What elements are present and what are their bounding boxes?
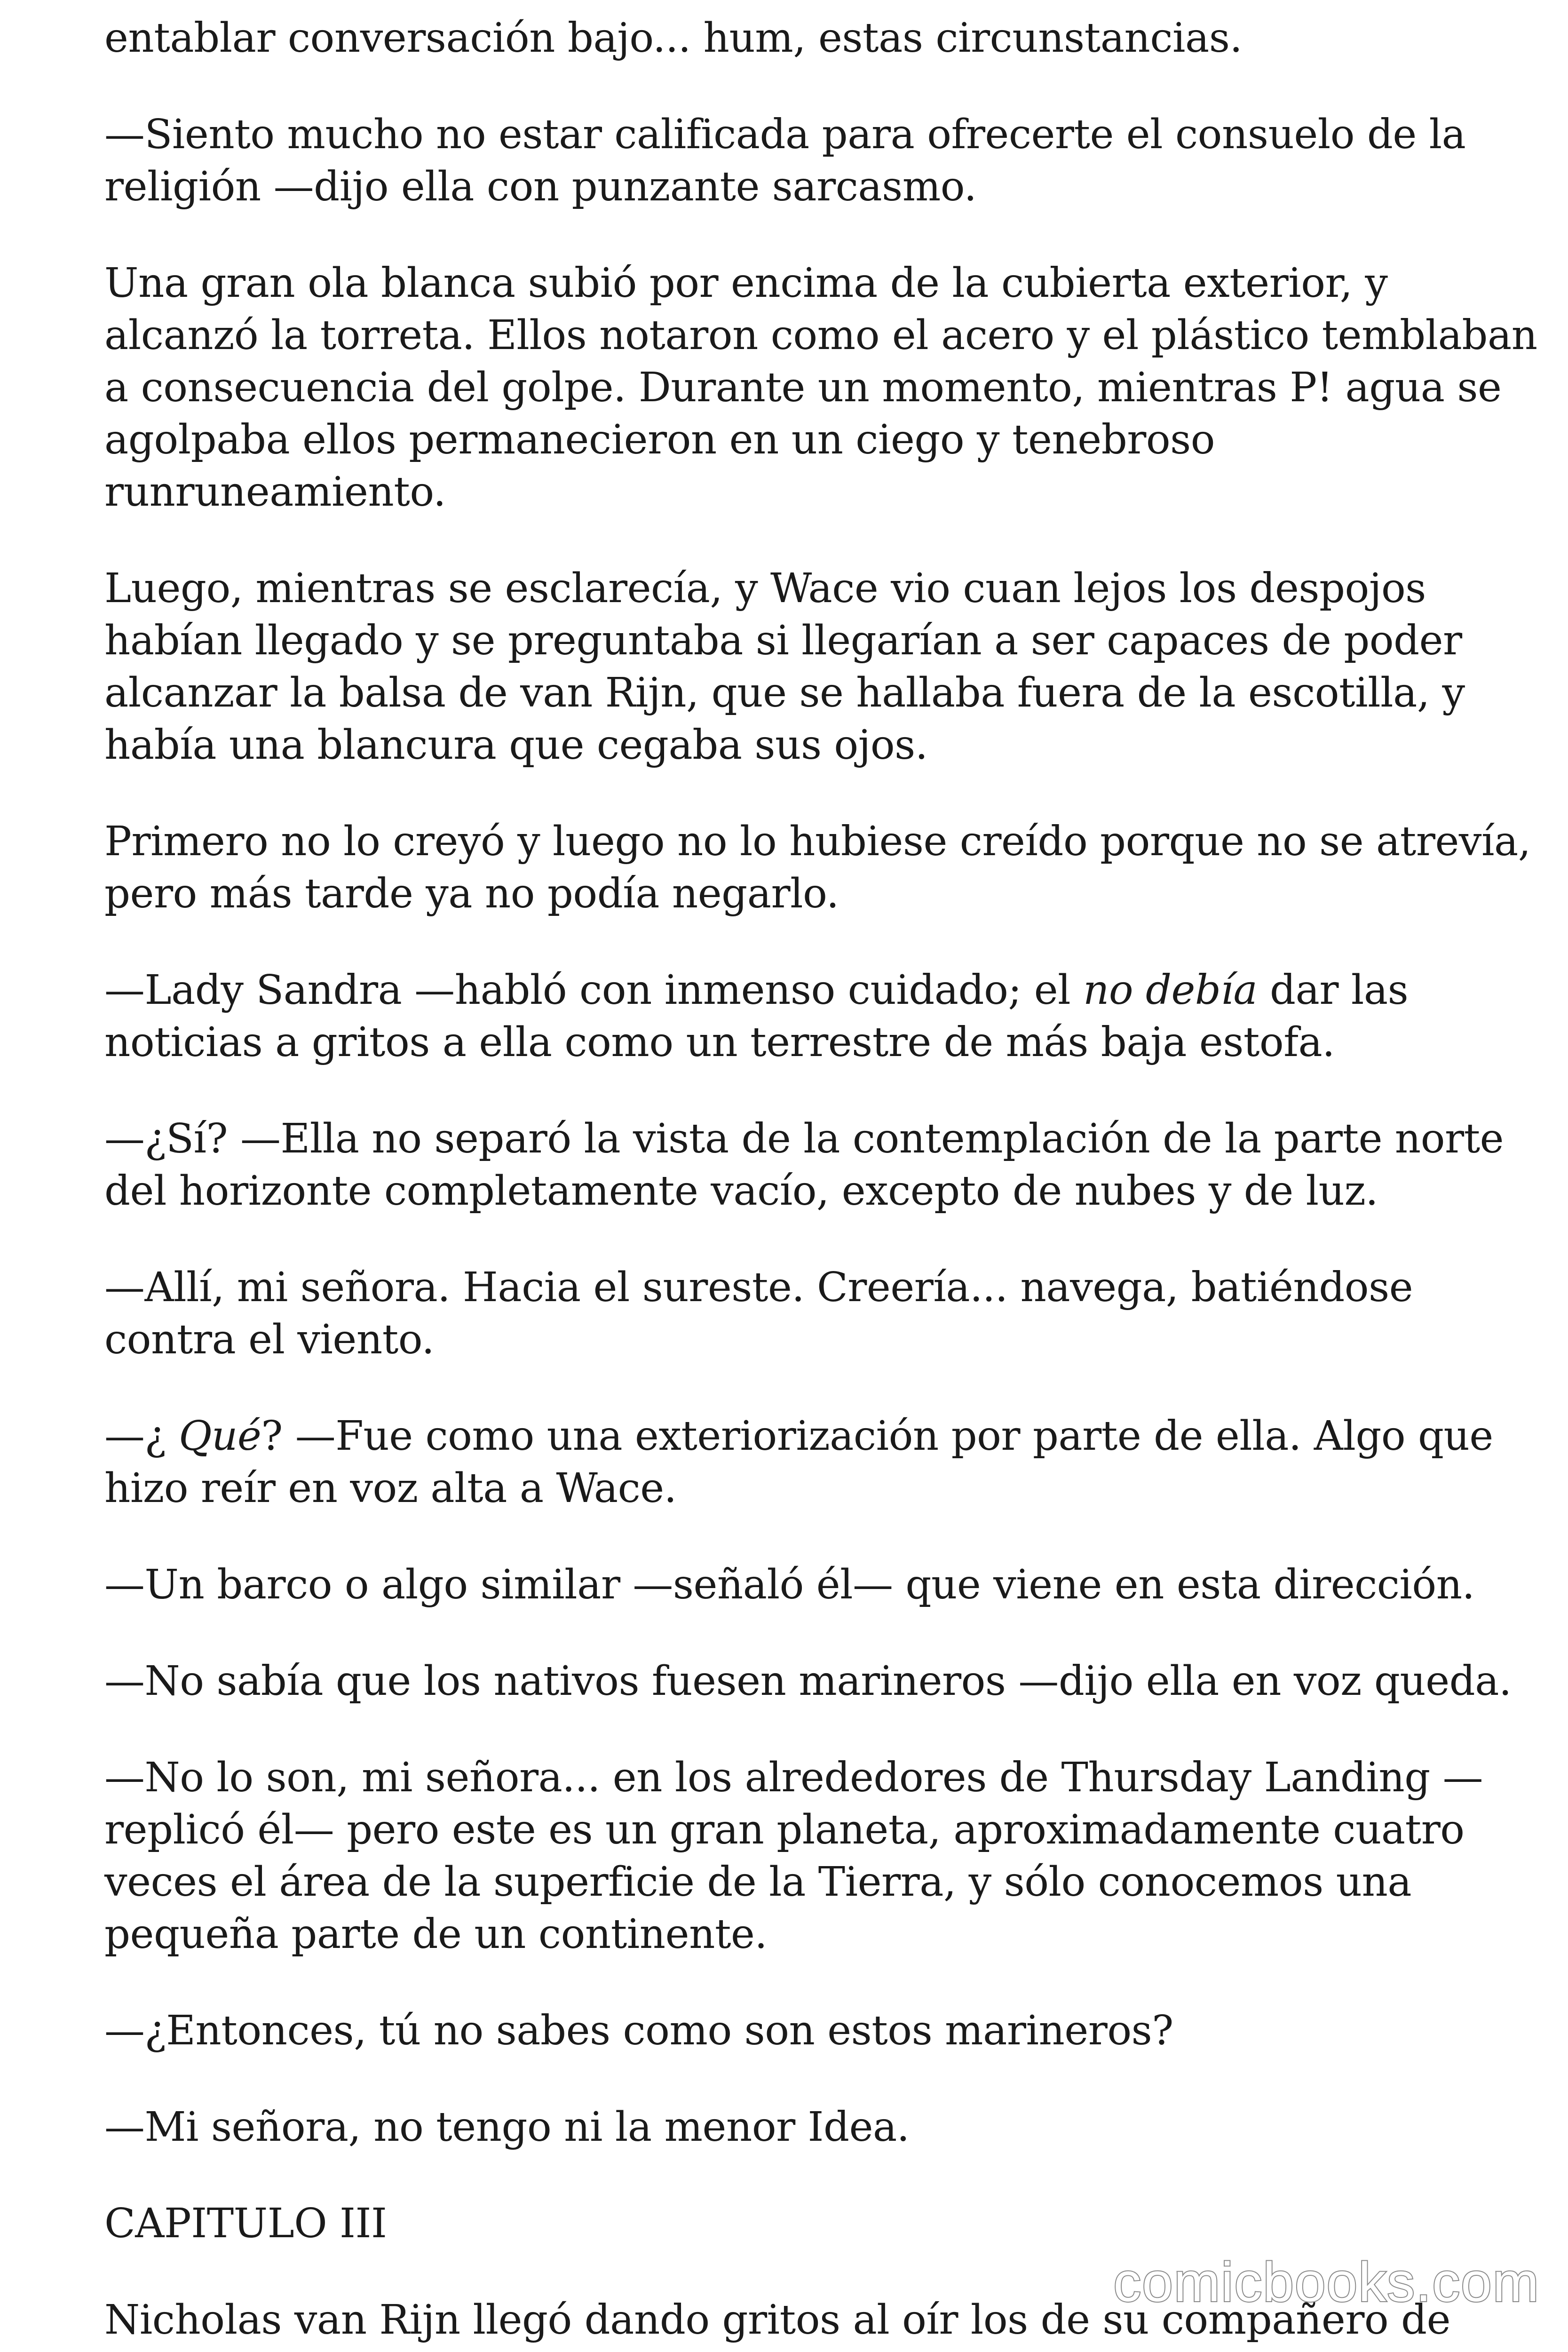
paragraph — [104, 257, 1537, 518]
text-line: —¿Sí? —Ella no separó la vista de la contemplación de la parte norte — [104, 1115, 1504, 1162]
paragraph — [104, 964, 1468, 1069]
text-line: veces el área de la superficie de la Tierra, y sólo conocemos una — [104, 1859, 1412, 1906]
paragraph — [104, 2005, 1468, 2057]
text-line: CAPITULO III — [104, 2200, 387, 2247]
text-run: ? —Fue como una exteriorización por parte de ella. Algo que — [261, 1413, 1493, 1460]
text-line: —No sabía que los nativos fuesen marineros —dijo ella en voz queda. — [104, 1658, 1512, 1705]
text-line: —Un barco o algo similar —señaló él— que viene en esta dirección. — [104, 1561, 1475, 1608]
text-line: Una gran ola blanca subió por encima de la cubierta exterior, y — [104, 260, 1388, 307]
text-run: —¿ — [104, 1413, 179, 1460]
text-line: había una blancura que cegaba sus ojos. — [104, 722, 928, 769]
paragraph — [104, 12, 1468, 64]
text-line: —Siento mucho no estar calificada para ofrecerte el consuelo de la — [104, 111, 1466, 158]
text-line: habían llegado y se preguntaba si llegarían a ser capaces de poder — [104, 617, 1462, 664]
italic-text: Qué — [178, 1413, 261, 1460]
text-line: runruneamiento. — [104, 469, 446, 516]
paragraph — [104, 563, 1468, 771]
text-line: —Allí, mi señora. Hacia el sureste. Creería... navega, batiéndose — [104, 1264, 1413, 1311]
text-line: agolpaba ellos permanecieron en un ciego y tenebroso — [104, 416, 1215, 463]
text-line: —Mi señora, no tengo ni la menor Idea. — [104, 2104, 910, 2151]
paragraph — [104, 2101, 1468, 2153]
text-line: Primero no lo creyó y luego no lo hubiese creído porque no se atrevía, — [104, 818, 1531, 865]
text-line: —¿Entonces, tú no sabes como son estos marineros? — [104, 2007, 1173, 2054]
text-line — [104, 964, 1468, 1017]
text-line: contra el viento. — [104, 1316, 435, 1363]
text-run: —Lady Sandra —habló con inmenso cuidado; el — [104, 967, 1083, 1014]
text-line: pequeña parte de un continente. — [104, 1911, 768, 1958]
paragraph — [104, 1410, 1493, 1515]
paragraph — [104, 1752, 1483, 1961]
text-line: religión —dijo ella con punzante sarcasmo. — [104, 163, 977, 210]
paragraph — [104, 109, 1468, 213]
document-body — [104, 12, 1537, 2346]
paragraph — [104, 1113, 1504, 1217]
text-line: pero más tarde ya no podía negarlo. — [104, 870, 839, 917]
text-line: alcanzó la torreta. Ellos notaron como el acero y el plástico temblaban — [104, 312, 1537, 359]
text-line: Nicholas van Rijn llegó dando gritos al oír los de su compañero de — [104, 2296, 1450, 2344]
text-line — [104, 1410, 1493, 1462]
paragraph — [104, 1262, 1468, 1366]
text-line: Luego, mientras se esclarecía, y Wace vio cuan lejos los despojos — [104, 565, 1426, 612]
italic-text: no debía — [1083, 967, 1258, 1014]
text-line: entablar conversación bajo... hum, estas circunstancias. — [104, 15, 1243, 62]
text-line: noticias a gritos a ella como un terrestre de más baja estofa. — [104, 1019, 1335, 1066]
paragraph — [104, 1655, 1512, 1708]
text-line: a consecuencia del golpe. Durante un momento, mientras P! agua se — [104, 364, 1502, 411]
watermark: comicbooks.com — [1113, 2251, 1540, 2313]
paragraph — [104, 816, 1531, 920]
text-line: replicó él— pero este es un gran planeta, aproximadamente cuatro — [104, 1806, 1465, 1853]
text-line: —No lo son, mi señora... en los alrededores de Thursday Landing — — [104, 1754, 1483, 1801]
paragraph — [104, 1559, 1475, 1611]
text-line: alcanzar la balsa de van Rijn, que se hallaba fuera de la escotilla, y — [104, 669, 1465, 716]
text-line: del horizonte completamente vacío, excepto de nubes y de luz. — [104, 1168, 1378, 1215]
text-run: dar las — [1257, 967, 1409, 1014]
text-line: hizo reír en voz alta a Wace. — [104, 1465, 677, 1512]
chapter-heading — [104, 2198, 1468, 2250]
